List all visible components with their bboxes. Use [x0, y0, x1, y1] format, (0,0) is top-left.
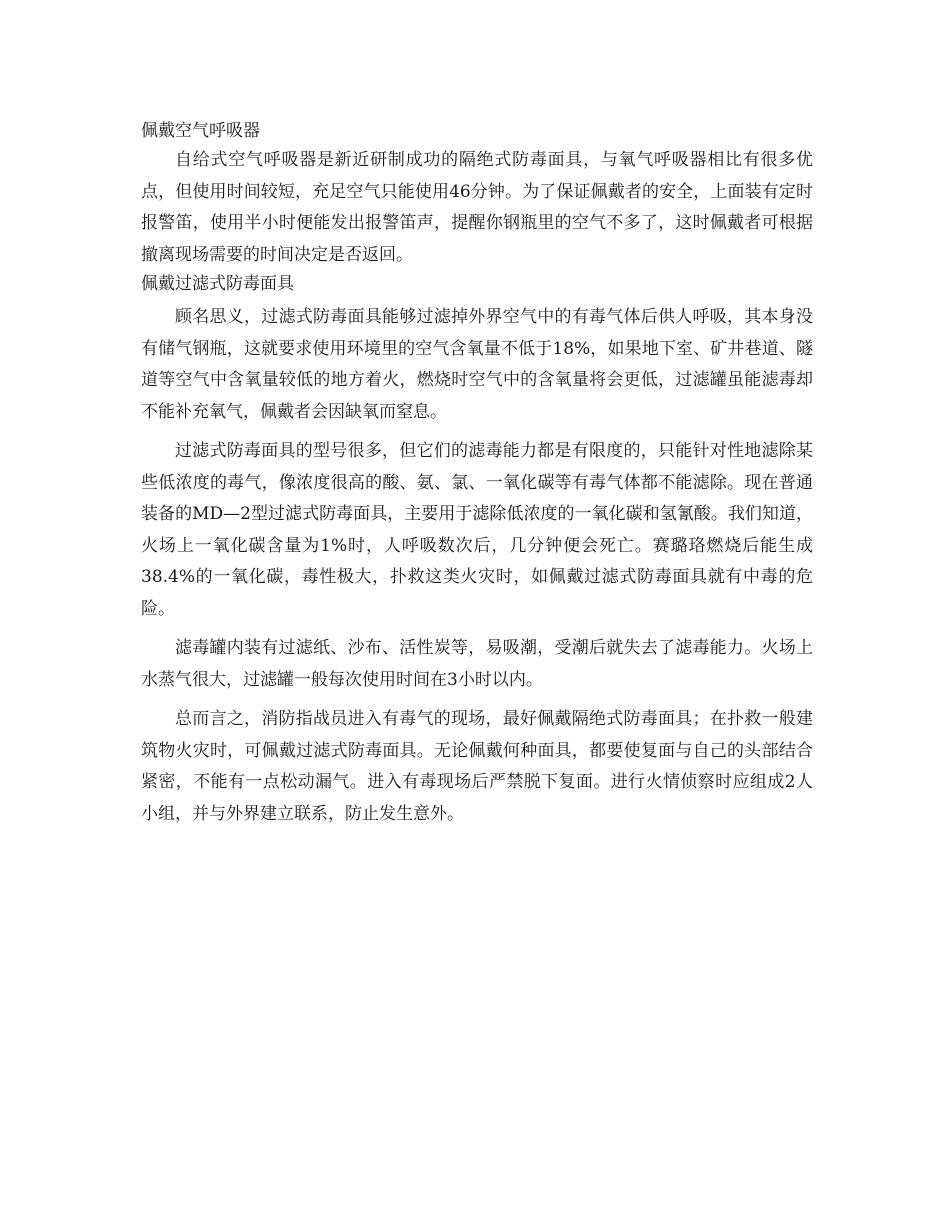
paragraph-summary: 总而言之，消防指战员进入有毒气的现场，最好佩戴隔绝式防毒面具；在扑救一般建筑物火灾时，可佩戴过滤式防毒面具。无论佩戴何种面具，都要使复面与自己的头部结合紧密，不能有一点松动漏气。进入有毒现场后严禁脱下复面。进行火情侦察时应组成2人小组，并与外界建立联系，防止发生意外。 — [141, 709, 813, 824]
paragraph-filter-mask-models: 过滤式防毒面具的型号很多，但它们的滤毒能力都是有限度的，只能针对性地滤除某些低浓度的毒气，像浓度很高的酸、氨、氯、一氧化碳等有毒气体都不能滤除。现在普通装备的MD—2型过滤式防毒面具，主要用于滤除低浓度的一氧化碳和氢氰酸。我们知道，火场上一氧化碳含量为1%时，人呼吸数次后，几分钟便会死亡。赛璐珞燃烧后能生成38.4%的一氧化碳，毒性极大，扑救这类火灾时，如佩戴过滤式防毒面具就有中毒的危险。 — [141, 441, 813, 619]
paragraph-filter-mask-intro: 顾名思义，过滤式防毒面具能够过滤掉外界空气中的有毒气体后供人呼吸，其本身没有储气钢瓶，这就要求使用环境里的空气含氧量不低于18%，如果地下室、矿井巷道、隧道等空气中含氧量较低的地方着火，燃烧时空气中的含氧量将会更低，过滤罐虽能滤毒却不能补充氧气，佩戴者会因缺氧而窒息。 — [141, 307, 813, 422]
paragraph-filter-canister: 滤毒罐内装有过滤纸、沙布、活性炭等，易吸潮，受潮后就失去了滤毒能力。火场上水蒸气很大，过滤罐一般每次使用时间在3小时以内。 — [141, 638, 813, 690]
section-heading-filter-mask: 佩戴过滤式防毒面具 — [141, 274, 294, 294]
paragraph-air-respirator: 自给式空气呼吸器是新近研制成功的隔绝式防毒面具，与氧气呼吸器相比有很多优点，但使用时间较短，充足空气只能使用46分钟。为了保证佩戴者的安全，上面装有定时报警笛，使用半小时便能发出报警笛声，提醒你钢瓶里的空气不多了，这时佩戴者可根据撤离现场需要的时间决定是否返回。 — [141, 150, 813, 265]
section-heading-air-respirator: 佩戴空气呼吸器 — [141, 121, 260, 141]
document-body — [141, 118, 813, 830]
